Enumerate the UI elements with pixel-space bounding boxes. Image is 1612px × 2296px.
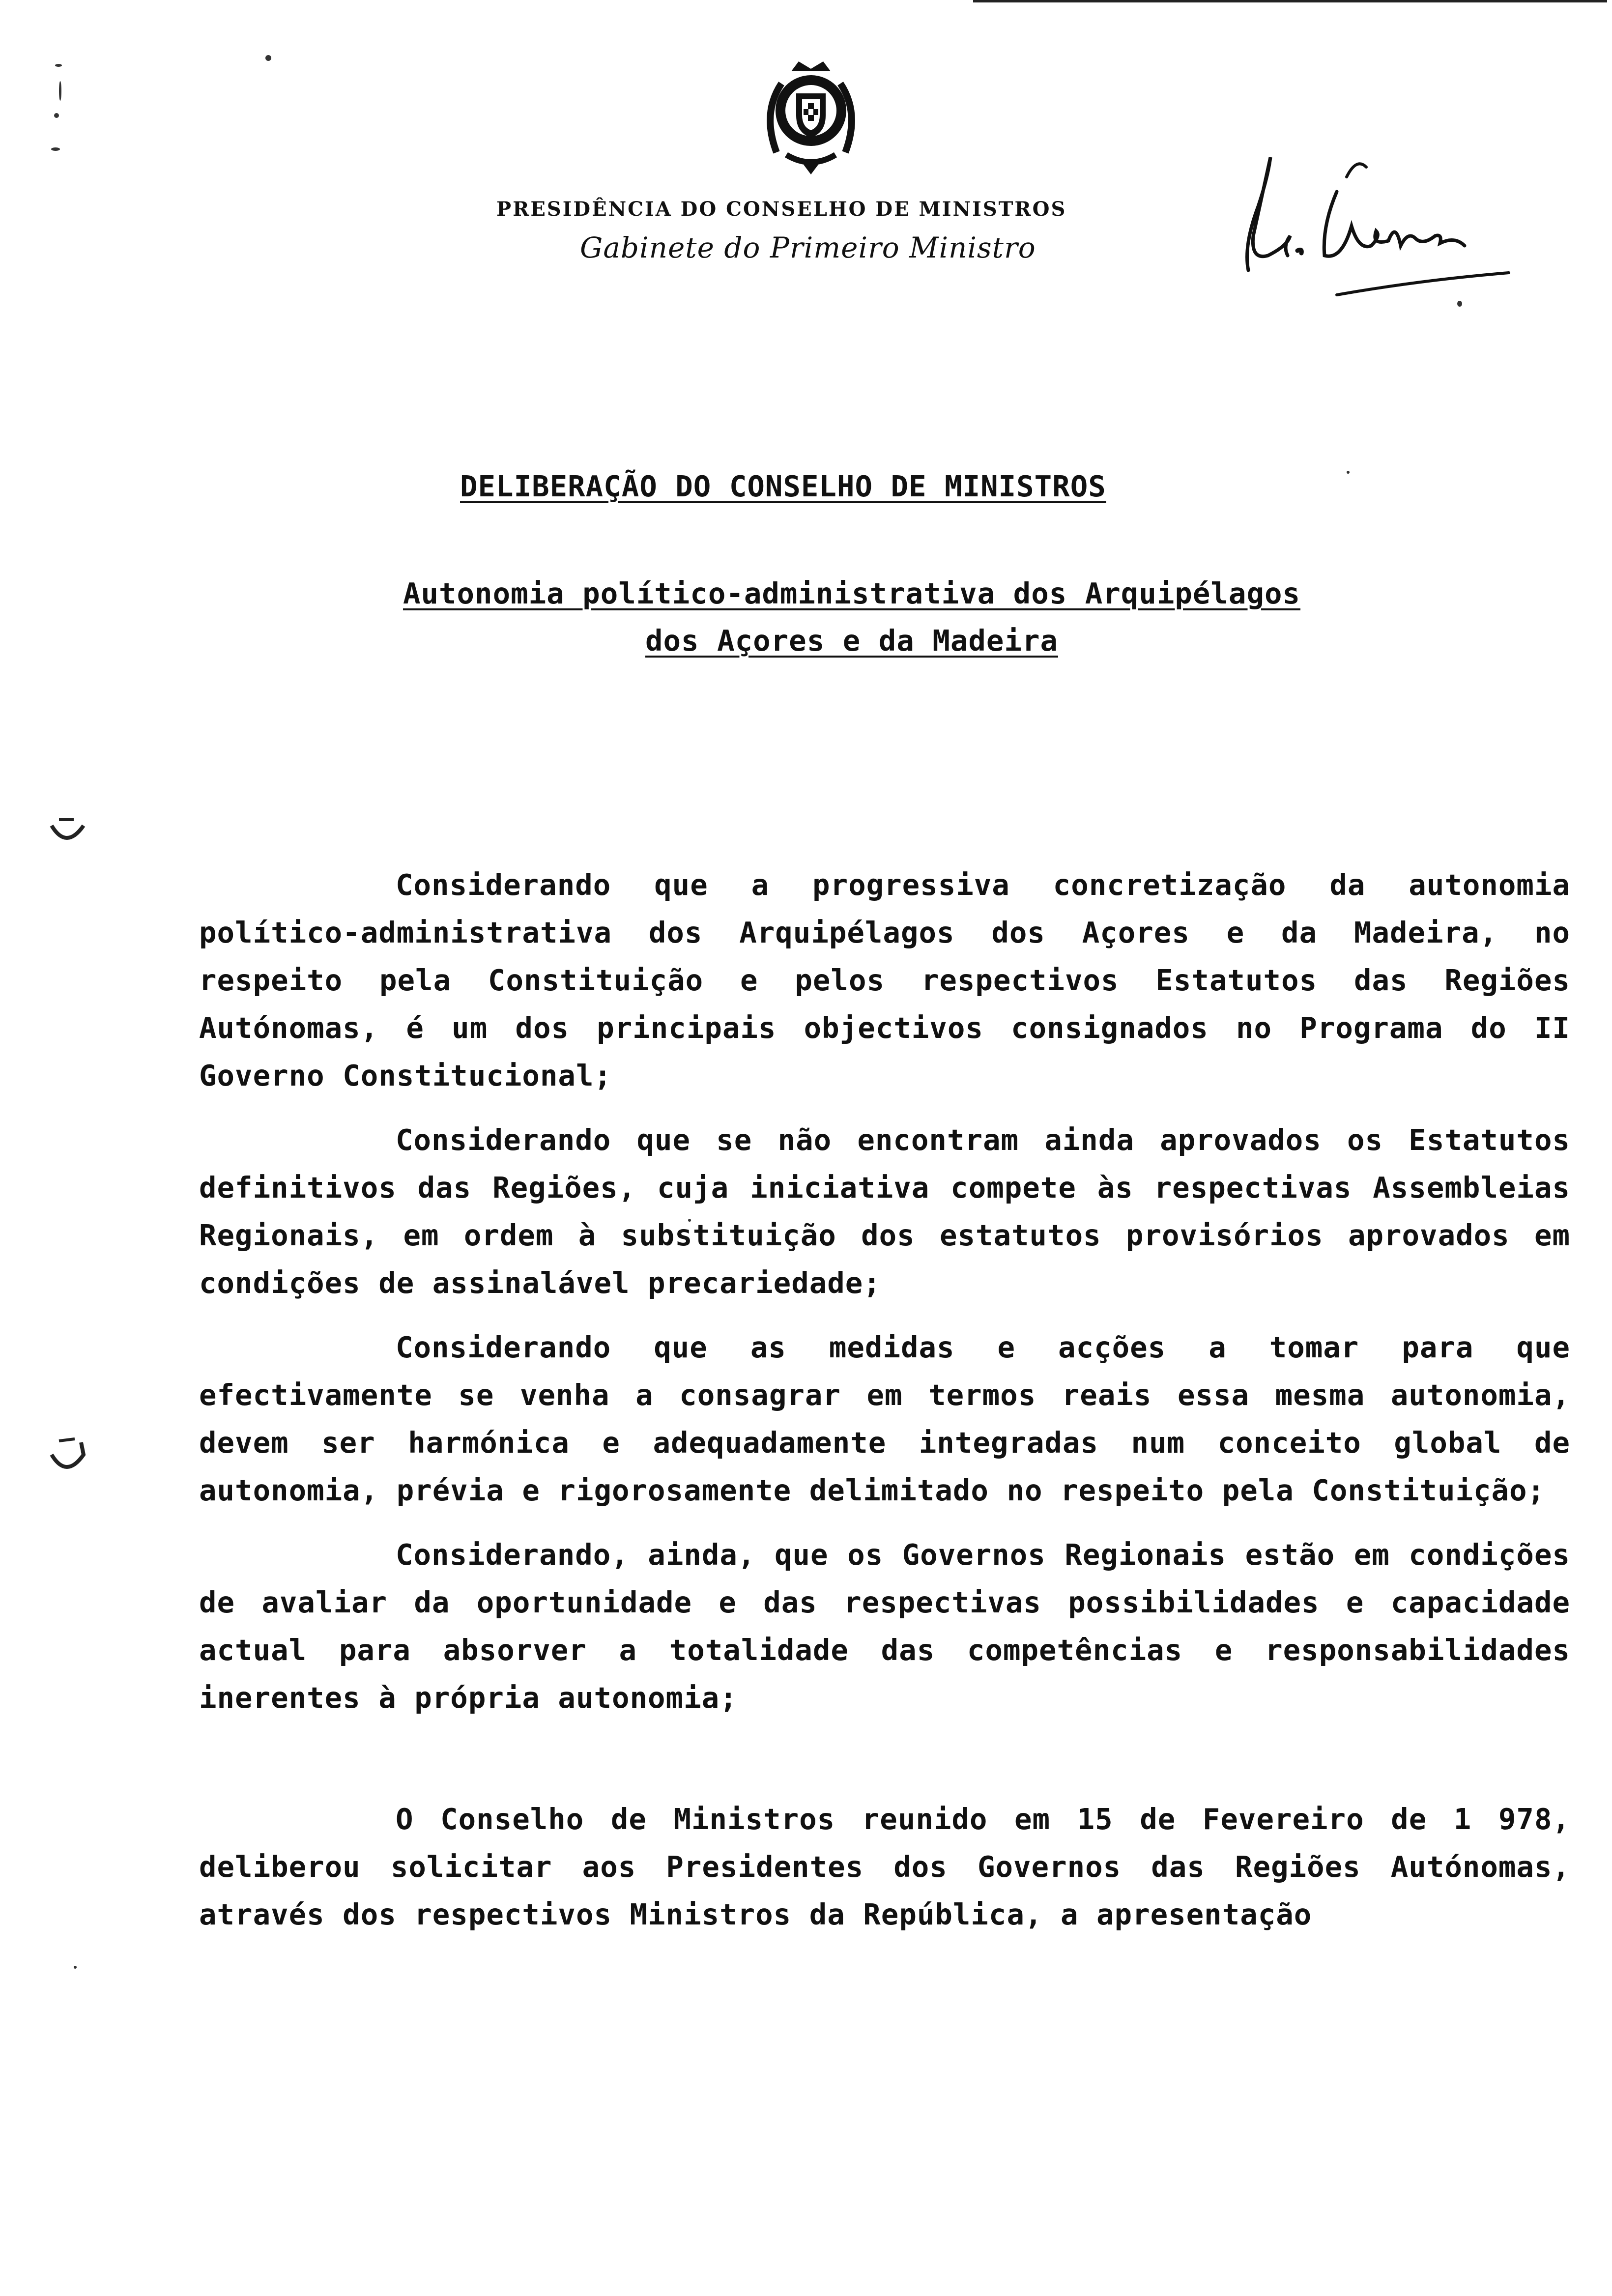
paragraph-1: Considerando que a progressiva concretização da autonomia político-administrativa dos Arquipélagos dos Açores e da Madeira, no respeito pela Constituição e pelos respectivos Estatutos das Regiões Autónomas, é um dos principais objectivos consignados no Programa do II Governo Constitucional; bbox=[199, 868, 1570, 1092]
handwritten-signature-icon bbox=[1224, 147, 1519, 310]
portuguese-coat-of-arms-icon bbox=[757, 54, 865, 177]
letterhead-presidency: PRESIDÊNCIA DO CONSELHO DE MINISTROS bbox=[496, 198, 1067, 221]
document-subtitle bbox=[363, 570, 1341, 664]
top-edge-rule bbox=[973, 0, 1607, 2]
punch-hole-bottom bbox=[44, 1435, 88, 1479]
document-body bbox=[199, 861, 1570, 1955]
subtitle-line-2: dos Açores e da Madeira bbox=[645, 624, 1058, 658]
paragraph-deliberation: O Conselho de Ministros reunido em 15 de Fevereiro de 1 978, deliberou solicitar aos Presidentes dos Governos das Regiões Autónomas, através dos respectivos Ministros da República, a apresentação bbox=[199, 1802, 1570, 1931]
subtitle-line-1: Autonomia político-administrativa dos Arquipélagos bbox=[403, 576, 1301, 610]
letterhead-cabinet: Gabinete do Primeiro Ministro bbox=[580, 231, 1036, 264]
punch-hole-top bbox=[44, 811, 88, 855]
document-title: DELIBERAÇÃO DO CONSELHO DE MINISTROS bbox=[460, 469, 1106, 503]
paragraph-4: Considerando, ainda, que os Governos Regionais estão em condições de avaliar da oportunidade e das respectivas possibilidades e capacidade actual para absorver a totalidade das competências e responsabilidades inerentes à própria autonomia; bbox=[199, 1538, 1570, 1715]
paragraph-3: Considerando que as medidas e acções a tomar para que efectivamente se venha a consagrar em termos reais essa mesma autonomia, devem ser harmónica e adequadamente integradas num conceito global de autonomia, prévia e rigorosamente delimitado no respeito pela Constituição; bbox=[199, 1330, 1570, 1507]
paragraph-2: Considerando que se não encontram ainda aprovados os Estatutos definitivos das Regiões, cuja iniciativa compete às respectivas Assembleias Regionais, em ordem à substituição dos estatutos provisórios aprovados em condições de assinalável precariedade; bbox=[199, 1123, 1570, 1300]
